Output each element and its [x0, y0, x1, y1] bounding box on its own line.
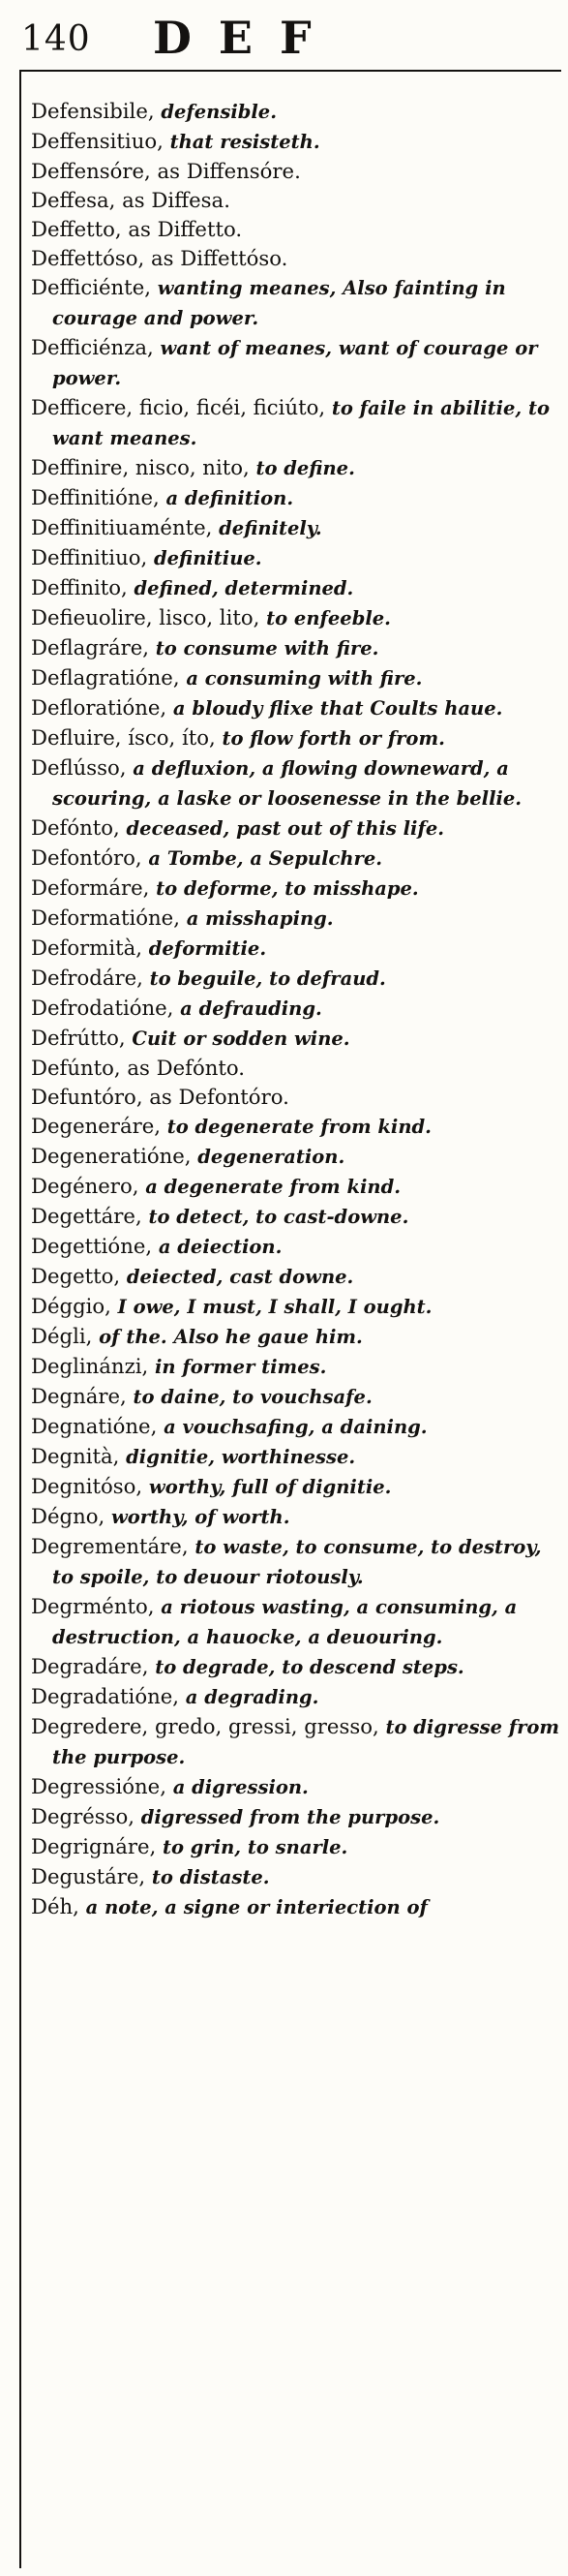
dictionary-entry — [31, 1502, 561, 1532]
definition: a bloudy flixe that Coults haue. — [172, 697, 503, 720]
dictionary-entry — [31, 1083, 561, 1112]
definition: I owe, I must, I shall, I ought. — [117, 1296, 433, 1318]
headword: Degredere, gredo, gressi, gresso, — [31, 1714, 379, 1738]
definition: to grin, to snarle. — [163, 1836, 348, 1858]
headword: Defieuolire, lisco, lito, — [31, 605, 260, 629]
headword: Deglinánzi, — [31, 1354, 149, 1378]
dictionary-entry — [31, 1802, 561, 1832]
definition: a consuming with fire. — [186, 667, 423, 690]
headword: Deffinitióne, — [31, 485, 160, 509]
dictionary-entry — [31, 603, 561, 633]
dictionary-entry — [31, 1352, 561, 1382]
dictionary-entry — [31, 215, 561, 244]
dictionary-entry — [31, 127, 561, 157]
headword: Defficiénza, — [31, 335, 154, 359]
headword: Deffinire, nisco, nito, — [31, 455, 250, 479]
dictionary-entry — [31, 843, 561, 874]
dictionary-entry — [31, 1382, 561, 1412]
headword: Deformità, — [31, 935, 143, 960]
definition: deceased, past out of this life. — [126, 817, 445, 840]
headword: Degustáre, — [31, 1864, 146, 1888]
definition: Cuit or sodden wine. — [132, 1027, 350, 1050]
headword: Degrignáre, — [31, 1834, 157, 1858]
definition: defined, determined. — [134, 577, 354, 599]
margin-rule — [19, 70, 21, 2568]
definition: to consume with fire. — [155, 637, 379, 659]
definition: a definition. — [165, 487, 294, 509]
headword: Degradáre, — [31, 1654, 149, 1678]
page-number: 140 — [21, 19, 91, 59]
dictionary-entry — [31, 1412, 561, 1442]
definition: a riotous wasting, a consuming, a destruction, a hauocke, a deuouring. — [52, 1596, 518, 1648]
headword: Degnitóso, — [31, 1474, 143, 1498]
dictionary-entry — [31, 753, 561, 813]
header-rule — [19, 70, 561, 72]
definition: to define. — [255, 457, 355, 479]
definition: to deforme, to misshape. — [156, 877, 419, 900]
headword: Deffettóso, as Diffettóso. — [31, 246, 288, 270]
dictionary-entry — [31, 1262, 561, 1292]
definition: a degrading. — [185, 1686, 319, 1708]
headword: Defuntóro, as Defontóro. — [31, 1085, 289, 1109]
dictionary-entry — [31, 1892, 561, 1922]
definition: of the. Also he gaue him. — [99, 1326, 363, 1348]
headword: Deffinito, — [31, 575, 128, 599]
definition: a digression. — [172, 1776, 309, 1798]
definition: digressed from the purpose. — [140, 1806, 440, 1828]
definition: a note, a signe or interiection of — [85, 1896, 428, 1918]
headword: Degrésso, — [31, 1804, 135, 1828]
running-head: DEF — [153, 12, 339, 64]
definition: to faile in abilitie, to want meanes. — [52, 397, 550, 449]
dictionary-entry — [31, 1054, 561, 1083]
headword: Degrménto, — [31, 1594, 155, 1618]
definition: to degenerate from kind. — [166, 1116, 432, 1138]
headword: Deffetto, as Diffetto. — [31, 217, 243, 241]
headword: Degetto, — [31, 1264, 121, 1288]
page-header — [17, 8, 559, 70]
dictionary-entry — [31, 813, 561, 843]
headword: Defensibile, — [31, 99, 155, 123]
headword: Deffensitiuo, — [31, 129, 164, 153]
headword: Defficere, ficio, ficéi, ficiúto, — [31, 395, 326, 419]
definition: deformitie. — [148, 937, 267, 960]
dictionary-entry — [31, 513, 561, 543]
definition: to degrade, to descend steps. — [155, 1656, 464, 1678]
headword: Deflússo, — [31, 755, 127, 780]
headword: Degénero, — [31, 1174, 139, 1198]
dictionary-entry — [31, 1142, 561, 1172]
dictionary-entry — [31, 1682, 561, 1712]
headword: Degeneráre, — [31, 1114, 161, 1138]
dictionary-entry — [31, 874, 561, 904]
dictionary-entry — [31, 1024, 561, 1054]
headword: Degettióne, — [31, 1234, 153, 1258]
dictionary-entry — [31, 1112, 561, 1142]
definition: worthy, full of dignitie. — [148, 1476, 392, 1498]
headword: Degrementáre, — [31, 1534, 189, 1558]
definition: worthy, of worth. — [110, 1506, 290, 1528]
definition: deiected, cast downe. — [126, 1266, 354, 1288]
headword: Deffensóre, as Diffensóre. — [31, 159, 301, 183]
headword: Déggio, — [31, 1294, 111, 1318]
definition: want of meanes, want of courage or power. — [52, 337, 538, 389]
headword: Dégno, — [31, 1504, 105, 1528]
definition: a defluxion, a flowing downeward, a scouring, a laske or loosenesse in the bellie. — [52, 757, 523, 810]
definition: a deiection. — [158, 1236, 283, 1258]
dictionary-entry — [31, 934, 561, 964]
definition: definitely. — [219, 517, 322, 539]
headword: Deffesa, as Diffesa. — [31, 188, 230, 212]
headword: Deflagráre, — [31, 635, 150, 659]
headword: Déh, — [31, 1894, 79, 1918]
definition: a defrauding. — [180, 997, 322, 1020]
headword: Defficiénte, — [31, 275, 151, 299]
definition: a vouchsafing, a daining. — [164, 1416, 428, 1438]
definition: to waste, to consume, to destroy, to spoile, to deuour riotously. — [52, 1536, 542, 1588]
headword: Degradatióne, — [31, 1684, 180, 1708]
dictionary-entry — [31, 543, 561, 573]
dictionary-entry — [31, 1652, 561, 1682]
headword: Deffinitiuaménte, — [31, 515, 213, 539]
headword: Defloratióne, — [31, 695, 167, 720]
definition: definitiue. — [153, 547, 262, 569]
headword: Defrodatióne, — [31, 996, 174, 1020]
headword: Defrútto, — [31, 1026, 126, 1050]
headword: Degeneratióne, — [31, 1144, 192, 1168]
definition: to flow forth or from. — [222, 727, 445, 750]
dictionary-entry — [31, 97, 561, 127]
definition: to digresse from the purpose. — [52, 1716, 560, 1768]
dictionary-entry — [31, 1592, 561, 1652]
dictionary-entry — [31, 1712, 561, 1772]
definition: wanting meanes, Also fainting in courage and power. — [52, 277, 506, 329]
definition: defensible. — [161, 101, 277, 123]
headword: Deformatióne, — [31, 905, 180, 930]
definition: to detect, to cast-downe. — [148, 1206, 409, 1228]
dictionary-entry — [31, 1172, 561, 1202]
headword: Degnáre, — [31, 1384, 127, 1408]
headword: Defónto, — [31, 815, 120, 840]
definition: degeneration. — [197, 1146, 345, 1168]
dictionary-entry — [31, 1202, 561, 1232]
dictionary-entry — [31, 157, 561, 186]
definition: a misshaping. — [186, 907, 334, 930]
headword: Deformáre, — [31, 875, 150, 900]
dictionary-entry — [31, 244, 561, 273]
definition: dignitie, worthinesse. — [126, 1446, 356, 1468]
headword: Deffinitiuo, — [31, 545, 148, 569]
definition: to beguile, to defraud. — [149, 967, 386, 990]
dictionary-entry — [31, 693, 561, 723]
definition: to daine, to vouchsafe. — [133, 1386, 373, 1408]
headword: Defluire, ísco, íto, — [31, 725, 216, 750]
headword: Degnatióne, — [31, 1414, 158, 1438]
dictionary-entry — [31, 633, 561, 663]
headword: Defrodáre, — [31, 966, 143, 990]
dictionary-entry — [31, 904, 561, 934]
dictionary-entry — [31, 453, 561, 483]
dictionary-entry — [31, 483, 561, 513]
dictionary-entry — [31, 1292, 561, 1322]
dictionary-entry — [31, 1322, 561, 1352]
dictionary-entry — [31, 573, 561, 603]
definition: to enfeeble. — [266, 607, 391, 629]
definition: a Tombe, a Sepulchre. — [148, 847, 383, 870]
definition: in former times. — [155, 1356, 327, 1378]
headword: Defúnto, as Defónto. — [31, 1056, 246, 1080]
dictionary-entry — [31, 663, 561, 693]
headword: Deflagratióne, — [31, 665, 180, 690]
dictionary-entry — [31, 1232, 561, 1262]
dictionary-entry — [31, 964, 561, 994]
dictionary-entry — [31, 1532, 561, 1592]
dictionary-entry — [31, 333, 561, 393]
headword: Degettáre, — [31, 1204, 142, 1228]
dictionary-entry — [31, 1772, 561, 1802]
dictionary-entry — [31, 994, 561, 1024]
entry-list — [31, 97, 561, 1922]
dictionary-entry — [31, 1442, 561, 1472]
dictionary-entry — [31, 1862, 561, 1892]
dictionary-entry — [31, 393, 561, 453]
definition: to distaste. — [151, 1866, 270, 1888]
headword: Degnità, — [31, 1444, 120, 1468]
headword: Dégli, — [31, 1324, 93, 1348]
headword: Defontóro, — [31, 845, 142, 870]
dictionary-entry — [31, 273, 561, 333]
definition: a degenerate from kind. — [145, 1176, 401, 1198]
headword: Degressióne, — [31, 1774, 166, 1798]
dictionary-entry — [31, 1472, 561, 1502]
dictionary-entry — [31, 1832, 561, 1862]
dictionary-entry — [31, 723, 561, 753]
dictionary-entry — [31, 186, 561, 215]
definition: that resisteth. — [169, 131, 320, 153]
